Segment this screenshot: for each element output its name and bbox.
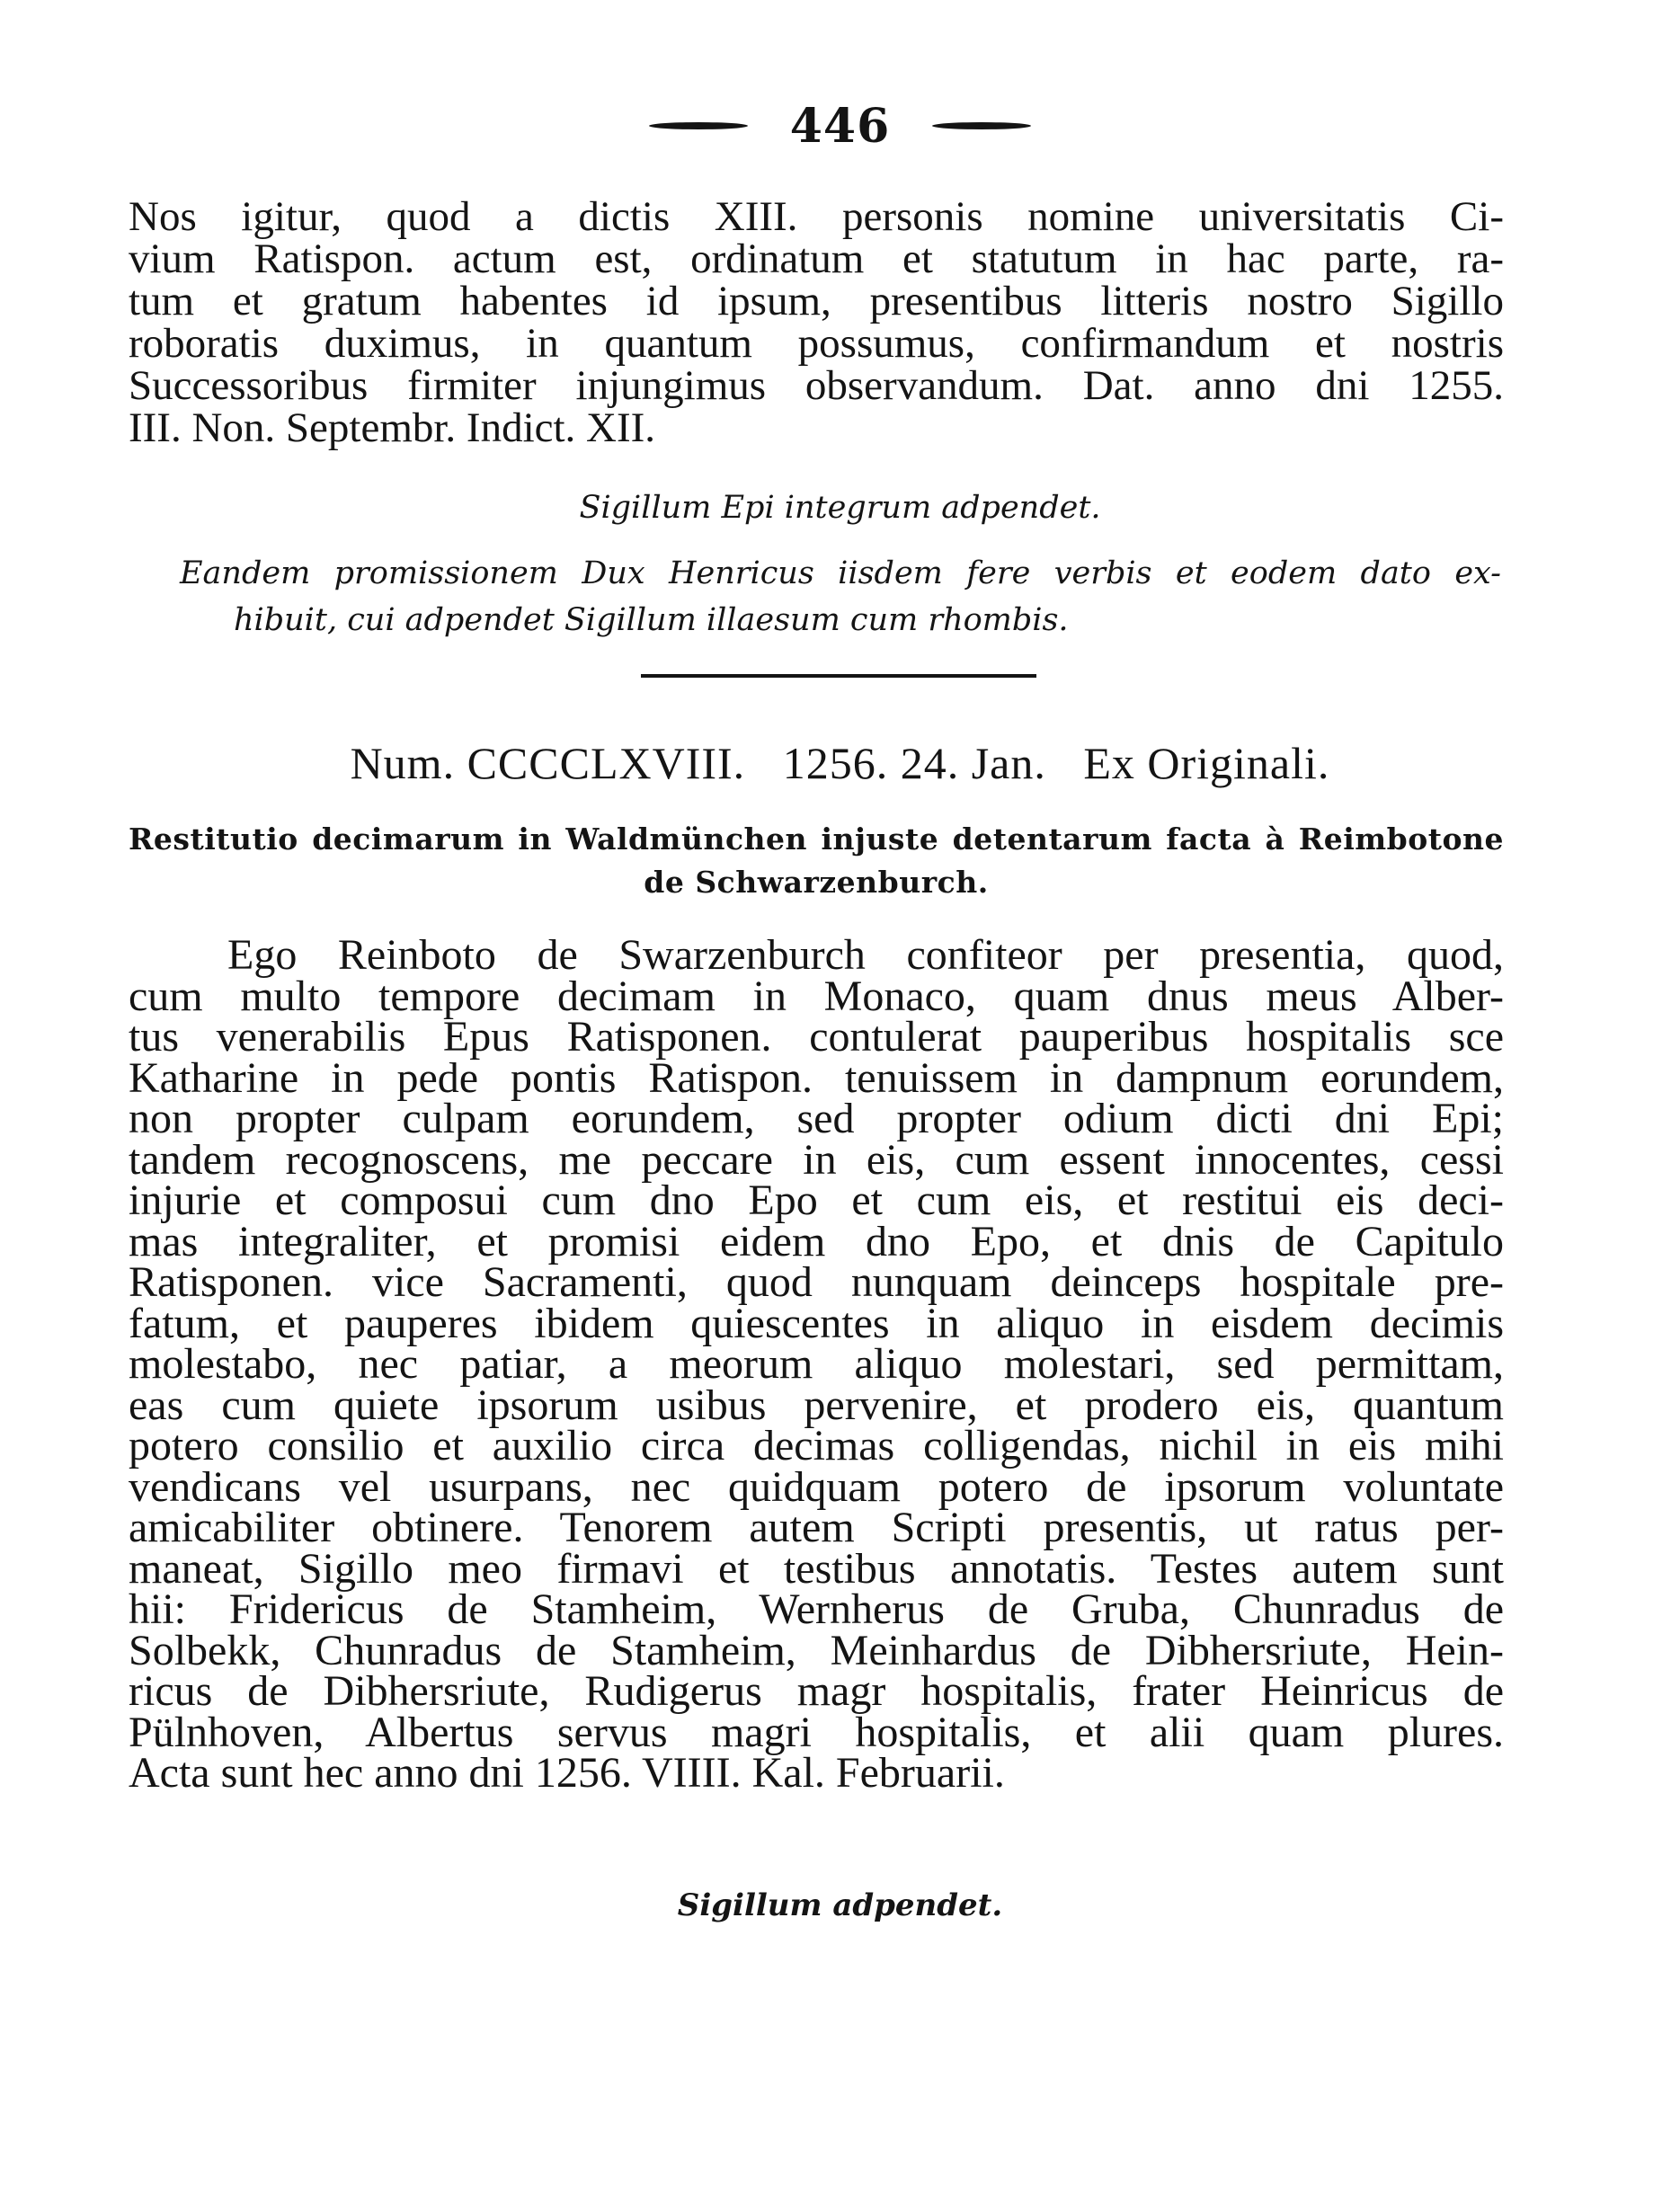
editorial-note <box>180 550 1501 644</box>
body-line: Ratisponen. vice Sacramenti, quod nunquam deinceps hospitale pre- <box>129 1258 1504 1306</box>
body-line: potero consilio et auxilio circa decimas colligendas, nichil in eis mihi <box>129 1422 1504 1469</box>
body-line: Pülnhoven, Albertus servus magri hospitalis, et alii quam plures. <box>129 1708 1504 1756</box>
body-line: ricus de Dibhersriute, Rudigerus magr hospitalis, frater Heinricus de <box>129 1667 1504 1715</box>
paragraph-line: roboratis duximus, in quantum possumus, confirmandum et nostris <box>129 320 1504 367</box>
right-ornament-icon <box>932 119 1031 131</box>
body-line: cum multo tempore decimam in Monaco, quam dnus meus Alber- <box>129 972 1504 1020</box>
body-line: Solbekk, Chunradus de Stamheim, Meinhardus de Dibhersriute, Hein- <box>129 1626 1504 1674</box>
section-divider <box>641 674 1036 678</box>
body-line: tus venerabilis Epus Ratisponen. contulerat pauperibus hospitalis sce <box>129 1013 1504 1061</box>
document-seal-note: Sigillum adpendet. <box>677 1887 1003 1923</box>
body-line: injurie et composui cum dno Epo et cum eis, et restitui eis deci- <box>129 1176 1504 1224</box>
body-line: fatum, et pauperes ibidem quiescentes in aliquo in eisdem decimis <box>129 1299 1504 1347</box>
paragraph-line: Nos igitur, quod a dictis XIII. personis nomine universitatis Ci- <box>129 193 1504 240</box>
document-date: 1256. 24. Jan. <box>782 738 1046 788</box>
document-heading <box>0 737 1680 789</box>
continued-paragraph <box>129 193 1504 451</box>
body-line: tandem recognoscens, me peccare in eis, cum essent innocentes, cessi <box>129 1135 1504 1184</box>
body-line: mas integraliter, et promisi eidem dno Epo, et dnis de Capitulo <box>129 1217 1504 1265</box>
note-line: hibuit, cui adpendet Sigillum illaesum cum rhombis. <box>234 602 1069 638</box>
body-line: Katharine in pede pontis Ratispon. tenuissem in dampnum eorundem, <box>129 1053 1504 1102</box>
summary-line: Restitutio decimarum in Waldmünchen injuste detentarum facta à Reimbotone <box>129 821 1504 857</box>
body-line: vendicans vel usurpans, nec quidquam potero de ipsorum voluntate <box>129 1462 1504 1511</box>
body-line: eas cum quiete ipsorum usibus pervenire, et prodero eis, quantum <box>129 1381 1504 1429</box>
body-line: amicabiliter obtinere. Tenorem autem Scripti presentis, ut ratus per- <box>129 1504 1504 1551</box>
body-line: molestabo, nec patiar, a meorum aliquo molestari, sed permittam, <box>129 1340 1504 1388</box>
body-line: Ego Reinboto de Swarzenburch confiteor per presentia, quod, <box>227 931 1504 979</box>
body-line: hii: Fridericus de Stamheim, Wernherus de Gruba, Chunradus de <box>129 1585 1504 1633</box>
body-line: maneat, Sigillo meo firmavi et testibus annotatis. Testes autem sunt <box>129 1544 1504 1593</box>
document-body <box>129 931 1504 1797</box>
page-header <box>0 99 1680 154</box>
paragraph-line: vium Ratispon. actum est, ordinatum et statutum in hac parte, ra- <box>129 235 1504 282</box>
paragraph-line: tum et gratum habentes id ipsum, presentibus litteris nostro Sigillo <box>129 278 1504 324</box>
page-number: 446 <box>789 99 891 154</box>
left-ornament-icon <box>649 119 748 131</box>
document-summary <box>129 818 1504 904</box>
paragraph-line: Successoribus firmiter injungimus observandum. Dat. anno dni 1255. <box>129 362 1504 409</box>
summary-line: de Schwarzenburch. <box>644 865 989 900</box>
seal-note: Sigillum Epi integrum adpendet. <box>579 490 1101 526</box>
note-line: Eandem promissionem Dux Henricus iisdem fere verbis et eodem dato ex- <box>180 555 1501 591</box>
body-line: non propter culpam eorundem, sed propter odium dicti dni Epi; <box>129 1095 1504 1142</box>
document-number: Num. CCCCLXVIII. <box>350 738 746 788</box>
paragraph-line: III. Non. Septembr. Indict. XII. <box>129 404 656 451</box>
document-source: Ex Originali. <box>1083 738 1330 788</box>
body-line: Acta sunt hec anno dni 1256. VIIII. Kal. Februarii. <box>129 1749 1005 1797</box>
